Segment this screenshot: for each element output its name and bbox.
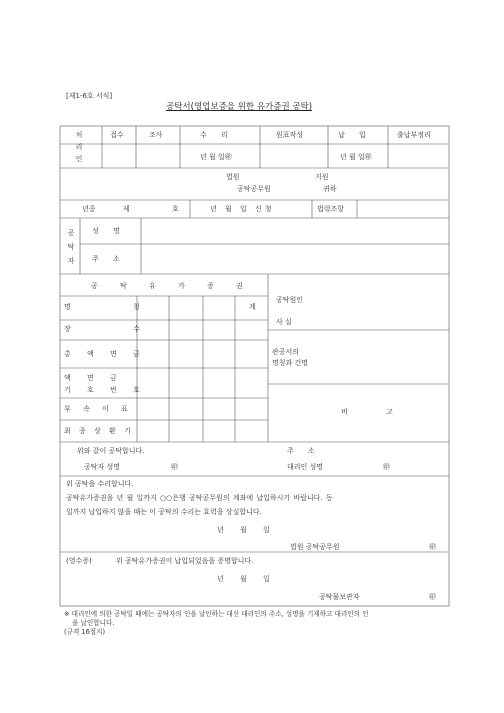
agency-label: 관공서의 명칭과 건명 xyxy=(272,348,309,367)
acceptance-line3: 일까지 납입하지 않을 때는 이 공탁의 수리는 효력을 상실합니다. xyxy=(66,508,262,516)
agent-seal: ㊞ xyxy=(383,463,390,471)
date-seal-1: 년 월 일㊞ xyxy=(200,153,232,161)
date-applied: 년 월 일 신청 xyxy=(210,205,275,213)
branch-label: 지원 xyxy=(315,173,329,181)
row-coupons: 부 속 이 표 xyxy=(64,405,133,413)
page-title: 공탁서(영업보증을 위한 유가증권 공탁) xyxy=(166,102,313,112)
col-cashbook: 출납부정리 xyxy=(397,131,431,139)
acceptance-officer: 법원 공탁공무원 xyxy=(290,543,340,551)
row-count: 장 수 xyxy=(64,325,170,333)
receipt-date: 년 월 일 xyxy=(217,575,270,583)
agent-name: 대리인 성명 xyxy=(287,463,324,471)
law-clause-label: 법령조항 xyxy=(317,205,345,213)
footnote-line2: 을 날인합니다. xyxy=(72,619,115,627)
acceptance-line1: 위 공탁을 수리합니다. xyxy=(66,480,134,488)
total-label: 계 xyxy=(249,303,256,311)
depositor-label: 공 탁 자 xyxy=(67,229,75,265)
footnote-line1: ※ 대리인에 의한 공탁일 때에는 공탁자의 인을 날인하는 대신 대리인의 주소, 성명을 기재하고 대리인의 인 xyxy=(64,610,369,618)
row-name: 명 칭 xyxy=(64,303,170,311)
je-label: 제 xyxy=(123,205,130,213)
acceptance-seal: ㊞ xyxy=(429,543,436,551)
col-acceptance: 수 리 xyxy=(200,131,234,139)
custodian-label: 공탁물보관자 xyxy=(319,593,360,601)
depositor-name: 공탁자 성명 xyxy=(84,463,121,471)
deposit-cause-label: 공탁원인 사 실 xyxy=(276,296,304,326)
col-ledger-creation: 원표작성 xyxy=(276,131,304,139)
col-receipt: 접수 xyxy=(110,131,124,139)
officer-label: 공탁공무원 xyxy=(237,185,271,193)
ho-label: 호 xyxy=(172,205,179,213)
court-label: 법원 xyxy=(226,173,240,181)
acceptance-line2: 공탁유가증권을 년 월 일까지 ○○은행 공탁공무원의 계좌에 납입하시기 바랍니다. 동 xyxy=(66,494,333,502)
processing-label: 처 리 인 xyxy=(75,131,83,163)
row-face-value-serial: 액 면 금 기 호 번 호 xyxy=(64,374,147,394)
securities-header: 공 탁 유 가 증 권 xyxy=(91,282,253,290)
depositor-address-label: 주 소 xyxy=(92,255,126,263)
row-final-redemption: 최 종 상 환 기 xyxy=(64,427,134,435)
declaration-address: 주 소 xyxy=(287,447,321,455)
depositor-seal: ㊞ xyxy=(171,463,178,471)
form-number: [제1-6호 서식] xyxy=(66,92,113,100)
acceptance-date: 년 월 일 xyxy=(217,526,270,534)
row-total-face-value: 총 액 면 금 xyxy=(64,350,147,358)
year-label: 년중 xyxy=(82,205,96,213)
to-label: 귀하 xyxy=(323,185,337,193)
date-seal-2: 년 월 일㊞ xyxy=(340,153,372,161)
receipt-label: (영수증) xyxy=(66,557,92,565)
col-payment: 납 입 xyxy=(338,131,372,139)
receipt-text: 위 공탁유가증권이 납입되었음을 증명합니다. xyxy=(116,557,254,565)
col-inspection: 조사 xyxy=(149,131,163,139)
remarks-label: 비 고 xyxy=(341,408,411,416)
custodian-seal: ㊞ xyxy=(429,593,436,601)
depositor-name-label: 성 명 xyxy=(92,227,126,235)
declaration-text: 위와 같이 공탁합니다. xyxy=(77,447,145,455)
paper-size-note: (규격 16절지) xyxy=(64,628,106,636)
